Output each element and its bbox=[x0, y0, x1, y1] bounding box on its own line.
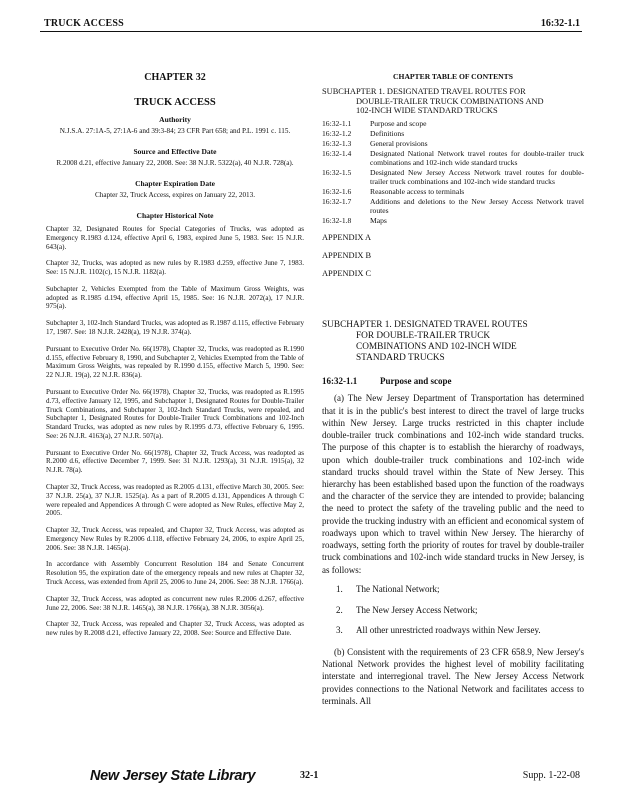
history-note: Chapter 32, Truck Access, was readopted as R.2005 d.131, effective March 30, 2005. See: 37 N.J.R. 25(a), 37 N.J.R. 1525(a). As a part of R.2005 d.131, Appendices A through C were repealed and Appendices A through C were adopted as New Rules, effective May 2, 2005. bbox=[46, 482, 304, 518]
toc-entry-title: Additions and deletions to the New Jersey Access Network travel routes bbox=[370, 196, 584, 215]
history-note: Chapter 32, Trucks, was adopted as new rules by R.1983 d.259, effective June 7, 1983. See: 15 N.J.R. 1102(c), 15 N.J.R. 1182(a). bbox=[46, 259, 304, 277]
toc-subchapter-line: DOUBLE-TRAILER TRUCK COMBINATIONS AND bbox=[356, 96, 544, 106]
history-note: Subchapter 2, Vehicles Exempted from the Table of Maximum Gross Weights, was adopted as R.1985 d.194, effective April 15, 1985. See: 16 N.J.R. 2072(a), 17 N.J.R. 975(a). bbox=[46, 284, 304, 311]
appendix-link-a[interactable]: APPENDIX A bbox=[322, 233, 372, 243]
toc-entry-number: 16:32-1.1 bbox=[322, 118, 352, 128]
hierarchy-list bbox=[322, 584, 584, 637]
list-item bbox=[336, 625, 584, 637]
section-number: 16:32-1.1 bbox=[322, 376, 358, 387]
toc-entry[interactable] bbox=[322, 130, 584, 139]
source-text: R.2008 d.21, effective January 22, 2008. See: 38 N.J.R. 5322(a), 40 N.J.R. 728(a). bbox=[56, 159, 294, 167]
toc-entry[interactable] bbox=[322, 150, 584, 168]
authority-heading: Authority bbox=[159, 115, 191, 124]
list-item-text: The National Network; bbox=[356, 583, 440, 594]
library-logo: New Jersey State Library bbox=[90, 768, 256, 784]
subchapter-title-line: SUBCHAPTER 1. DESIGNATED TRAVEL ROUTES bbox=[322, 320, 528, 331]
toc-entry-title: Designated National Network travel routes for double-trailer truck combinations and 102-inch wide standard trucks bbox=[370, 148, 584, 167]
toc-entry-title: Purpose and scope bbox=[370, 118, 427, 128]
toc-entry-number: 16:32-1.2 bbox=[322, 128, 352, 138]
toc-entry-number: 16:32-1.3 bbox=[322, 138, 352, 148]
chapter-number: CHAPTER 32 bbox=[144, 72, 206, 83]
appendix-link-c[interactable]: APPENDIX C bbox=[322, 269, 372, 279]
toc-entry[interactable] bbox=[322, 169, 584, 187]
history-note: Chapter 32, Truck Access, was repealed and Chapter 32, Truck Access, was adopted as new rules by R.2008 d.21, effective January 22, 2008. See: Source and Effective Date. bbox=[46, 620, 304, 638]
toc-subchapter-line: 102-INCH WIDE STANDARD TRUCKS bbox=[356, 106, 498, 116]
appendix-link-b[interactable]: APPENDIX B bbox=[322, 251, 372, 261]
history-note: Chapter 32, Designated Routes for Special Categories of Trucks, was adopted as Emergency R.1983 d.124, effective April 6, 1983, expired June 5, 1983. See: 15 N.J.R. 643(a). bbox=[46, 225, 304, 251]
toc-heading: CHAPTER TABLE OF CONTENTS bbox=[393, 72, 513, 81]
history-note: Subchapter 3, 102-Inch Standard Trucks, was adopted as R.1987 d.115, effective February 17, 1987. See: 18 N.J.R. 2428(a), 19 N.J.R. 374(a). bbox=[46, 319, 304, 337]
list-item-number: 3. bbox=[336, 625, 343, 636]
authority-text: N.J.S.A. 27:1A-5, 27:1A-6 and 39:3-84; 23 CFR Part 658; and P.L. 1991 c. 115. bbox=[59, 127, 291, 135]
list-item bbox=[336, 605, 584, 617]
toc-entry[interactable] bbox=[322, 140, 584, 149]
toc-subchapter bbox=[322, 87, 584, 116]
paragraph-a: (a) The New Jersey Department of Transportation has determined that it is in the public's best interest to direct the travel of large trucks within New Jersey. Large trucks restricted in this chapter include double-trailer truck combinations and 102-inch wide standard trucks. The purpose of this chapter is to establish the hierarchy of roadways, upon which double-trailer truck combinations and 102-inch wide standard trucks should travel within the State of New Jersey. This hierarchy has been established based upon the function of the roadways and the character of the service they are intended to provide; balancing the need to protect the safety of the traveling public and the need to provide the trucking industry with an efficient and economical system of roadways upon which to travel within New Jersey. The hierarchy of roadways, setting forth the priority of routes for travel by double-trailer truck combinations and 102-inch wide standard trucks in New Jersey, is as follows: bbox=[322, 393, 584, 575]
toc-entry[interactable] bbox=[322, 198, 584, 216]
subchapter-title-line: STANDARD TRUCKS bbox=[356, 353, 445, 364]
list-item-text: The New Jersey Access Network; bbox=[356, 604, 478, 615]
header-rule bbox=[40, 31, 582, 32]
supplement-date: Supp. 1-22-08 bbox=[522, 770, 580, 781]
page-number: 32-1 bbox=[300, 770, 319, 781]
source-heading: Source and Effective Date bbox=[133, 147, 217, 156]
expiration-text: Chapter 32, Truck Access, expires on January 22, 2013. bbox=[94, 191, 256, 199]
subchapter-title-line: FOR DOUBLE-TRAILER TRUCK bbox=[356, 331, 491, 342]
toc-entry-title: Designated New Jersey Access Network travel routes for double-trailer truck combinations and 102-inch wide standard trucks bbox=[370, 167, 584, 186]
expiration-heading: Chapter Expiration Date bbox=[135, 179, 215, 188]
list-item-number: 2. bbox=[336, 604, 343, 615]
running-header-section: 16:32-1.1 bbox=[540, 18, 580, 29]
toc-entry-number: 16:32-1.4 bbox=[322, 148, 352, 158]
toc-entry-title: Definitions bbox=[370, 128, 405, 138]
history-note: Chapter 32, Truck Access, was adopted as concurrent new rules R.2006 d.267, effective June 22, 2006. See: 38 N.J.R. 1465(a), 38 N.J.R. 1766(a), 38 N.J.R. 3056(a). bbox=[46, 594, 304, 612]
toc-entry-number: 16:32-1.5 bbox=[322, 167, 352, 177]
paragraph-b: (b) Consistent with the requirements of 23 CFR 658.9, New Jersey's National Network provides the highest level of mobility facilitating interstate and interregional travel. The New Jersey Access Network provides connections to the National Network and facilitates access to terminals. All bbox=[322, 646, 584, 706]
toc-entry-number: 16:32-1.7 bbox=[322, 196, 352, 206]
left-column bbox=[46, 72, 304, 646]
toc-entry-title: Maps bbox=[370, 215, 387, 225]
list-item-text: All other unrestricted roadways within New Jersey. bbox=[356, 625, 541, 636]
history-note: Pursuant to Executive Order No. 66(1978), Chapter 32, Truck Access, was readopted as R.2000 d.6, effective December 7, 1999. See: 31 N.J.R. 1293(a), 31 N.J.R. 1915(a), 32 N.J.R. 78(a). bbox=[46, 448, 304, 475]
list-item bbox=[336, 584, 584, 596]
chapter-title: TRUCK ACCESS bbox=[134, 97, 216, 108]
toc-entry-title: General provisions bbox=[370, 138, 428, 148]
toc-entry[interactable] bbox=[322, 217, 584, 226]
toc-entry-number: 16:32-1.6 bbox=[322, 186, 352, 196]
section-title: Purpose and scope bbox=[380, 376, 452, 387]
list-item-number: 1. bbox=[336, 583, 343, 594]
subchapter-title-line: COMBINATIONS AND 102-INCH WIDE bbox=[356, 342, 517, 353]
history-note: Pursuant to Executive Order No. 66(1978), Chapter 32, Trucks, was readopted as R.1995 d.73, effective January 12, 1995, and Subchapter 1, Designated Routes for Double-Trailer Truck Combinations, and Subchapter 3, 102-Inch Standard Trucks, were repealed, and Subchapter 1, Designated Routes for Double-Trailer Truck Combinations and 102-Inch Standard Trucks, was adopted as new rules by R.1995 d.73, effective February 6, 1995. See: 26 N.J.R. 4163(a), 27 N.J.R. 507(a). bbox=[46, 387, 304, 440]
history-heading: Chapter Historical Note bbox=[136, 211, 214, 220]
history-note: Chapter 32, Truck Access, was repealed, and Chapter 32, Truck Access, was adopted as Emergency New Rules by R.2006 d.118, effective February 24, 2006, to expire April 25, 2006. See: 38 N.J.R. 1465(a). bbox=[46, 526, 304, 552]
subchapter-title bbox=[322, 320, 584, 364]
history-note: Pursuant to Executive Order No. 66(1978), Chapter 32, Trucks, was readopted as R.1990 d.155, effective February 8, 1990, and Subchapter 2, Vehicles Exempted from the Table of Maximum Gross Weights, was repealed by R.1990 d.155, effective March 5, 1990. See: 22 N.J.R. 19(a), 22 N.J.R. 836(a). bbox=[46, 344, 304, 380]
running-header-title: TRUCK ACCESS bbox=[44, 18, 124, 29]
toc-entry[interactable] bbox=[322, 188, 584, 197]
section-heading bbox=[322, 376, 584, 386]
toc-subchapter-line: SUBCHAPTER 1. DESIGNATED TRAVEL ROUTES FOR bbox=[322, 87, 526, 96]
history-note: In accordance with Assembly Concurrent Resolution 184 and Senate Concurrent Resolution 95, the expiration date of the emergency repeals and new rules at Chapter 32, Truck Access, was extended from April 25, 2006 to June 24, 2006. See: 38 N.J.R. 1766(a). bbox=[46, 560, 304, 586]
toc-entry-title: Reasonable access to terminals bbox=[370, 186, 465, 196]
toc-entry[interactable] bbox=[322, 120, 584, 129]
right-column bbox=[322, 72, 584, 707]
toc-entry-number: 16:32-1.8 bbox=[322, 215, 352, 225]
